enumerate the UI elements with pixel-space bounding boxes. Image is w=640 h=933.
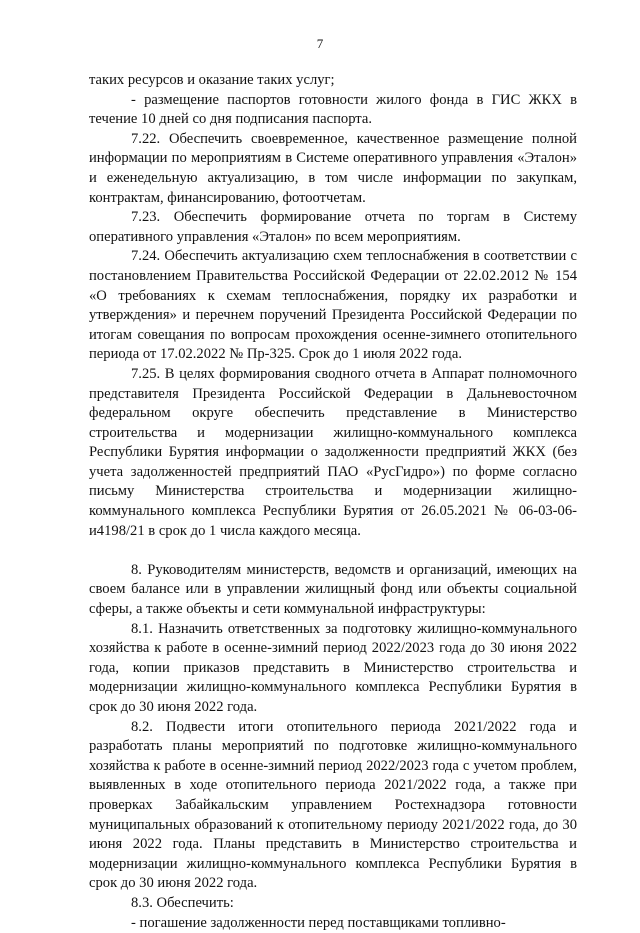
paragraph: 8. Руководителям министерств, ведомств и организаций, имеющих на своем балансе или в управлении жилищный фонд или объекты социальной сферы, а также объекты и сети коммунальной инфраструктуры: bbox=[89, 561, 577, 618]
paragraph: таких ресурсов и оказание таких услуг; bbox=[89, 72, 335, 88]
paragraph: 7.22. Обеспечить своевременное, качественное размещение полной информации по мероприятиям в Системе оперативного управления «Эталон» и еженедельную актуализацию, в том числе информации по закупкам, контрактам, финансированию, фотоотчетам. bbox=[89, 130, 577, 206]
paragraph: 8.3. Обеспечить: bbox=[131, 894, 234, 911]
page-number: 7 bbox=[316, 36, 324, 51]
paragraph: - погашение задолженности перед поставщиками топливно- bbox=[131, 914, 506, 931]
paragraph: 7.24. Обеспечить актуализацию схем теплоснабжения в соответствии с постановлением Правительства Российской Федерации от 22.02.2012 № 154 «О требованиях к схемам теплоснабжения, порядку их разработки и утверждения» и перечнем поручений Президента Российской Федерации по итогам совещания по вопросам прохождения осенне-зимнего отопительного периода от 17.02.2022 № Пр-325. Срок до 1 июля 2022 года. bbox=[89, 248, 577, 363]
paragraph: - размещение паспортов готовности жилого фонда в ГИС ЖКХ в течение 10 дней со дня подписания паспорта. bbox=[89, 91, 577, 128]
paragraph: 7.25. В целях формирования сводного отчета в Аппарат полномочного представителя Президента Российской Федерации в Дальневосточном федеральном округе обеспечить представление в Министерство строительства и модернизации жилищно-коммунального комплекса Республики Бурятия информации о задолженности предприятий ЖКХ (без учета задолженностей предприятий ПАО «РусГидро») по форме согласно письму Министерства строительства и модернизации жилищно-коммунального комплекса Республики Бурятия от 26.05.2021 № 06-03-06-и4198/21 в срок до 1 числа каждого месяца. bbox=[89, 365, 577, 539]
paragraph: 7.23. Обеспечить формирование отчета по торгам в Систему оперативного управления «Эталон» по всем мероприятиям. bbox=[89, 209, 577, 245]
document-body bbox=[89, 71, 577, 933]
paragraph: 8.1. Назначить ответственных за подготовку жилищно-коммунального хозяйства к работе в осенне-зимний период 2022/2023 года до 30 июня 2022 года, копии приказов представить в Министерство строительства и модернизации жилищно-коммунального комплекса Республики Бурятия в срок до 30 июня 2022 года. bbox=[89, 620, 577, 715]
paragraph: 8.2. Подвести итоги отопительного периода 2021/2022 года и разработать планы мероприятий по подготовке жилищно-коммунального хозяйства к работе в осенне-зимний период 2022/2023 года с учетом проблем, выявленных в ходе отопительного периода 2021/2022 года, а также при проверках Забайкальским управлением Ростехнадзора готовности муниципальных образований к отопительному периоду 2021/2022 года, до 30 июня 2022 года. Планы представить в Министерство строительства и модернизации жилищно-коммунального комплекса Республики Бурятия в срок до 30 июня 2022 года. bbox=[89, 718, 577, 892]
